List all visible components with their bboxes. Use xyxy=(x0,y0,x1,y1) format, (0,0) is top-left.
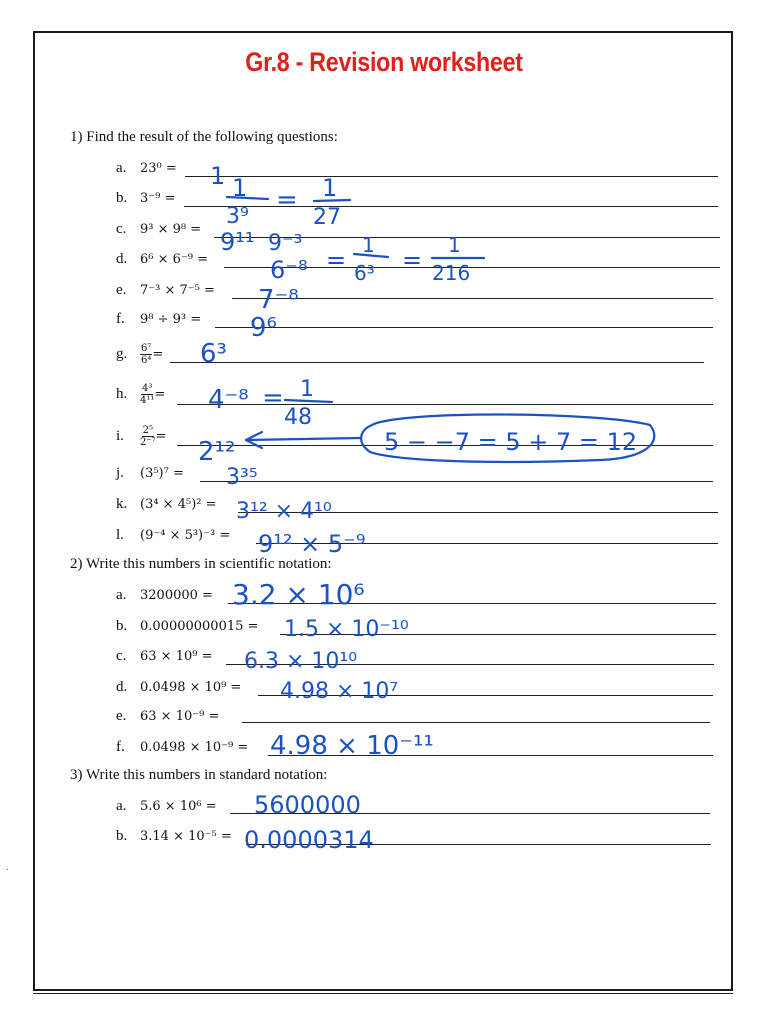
question-1e: e. 7⁻³ × 7⁻⁵ = xyxy=(116,282,215,298)
answer-1d-eq2: = xyxy=(402,246,423,274)
question-1a: a. 23⁰ = xyxy=(116,160,177,176)
answer-1i-note: 5 − −7 = 5 + 7 = 12 xyxy=(384,428,638,456)
answer-1c: 9¹¹ xyxy=(220,228,255,256)
answer-1a: 1 xyxy=(210,162,226,190)
answer-1g: 6³ xyxy=(200,339,227,369)
question-1b: b. 3⁻⁹ = xyxy=(116,190,176,206)
answer-1b-num2: 1 xyxy=(322,174,338,202)
answer-2b: 1.5 × 10⁻¹⁰ xyxy=(284,617,409,642)
answer-1h-den: 48 xyxy=(284,405,312,430)
answer-1h-num: 1 xyxy=(300,377,314,402)
section-3-heading: 3) Write this numbers in standard notation: xyxy=(70,767,328,783)
answer-1d-num2: 1 xyxy=(448,233,461,257)
question-1f: f. 9⁸ ÷ 9³ = xyxy=(116,311,202,327)
question-1j: j. (3⁵)⁷ = xyxy=(116,465,184,481)
answer-2f: 4.98 × 10⁻¹¹ xyxy=(270,731,434,761)
answer-1f: 9⁶ xyxy=(250,313,277,343)
answer-2a: 3.2 × 10⁶ xyxy=(232,578,365,611)
answer-1h: 4⁻⁸ xyxy=(208,385,249,415)
question-1g: g. $\frac{\text{6⁷}}{\text{6⁴}}$ = xyxy=(116,343,164,366)
question-2d: d. 0.0498 × 10⁹ = xyxy=(116,679,242,695)
question-1h: h. $\frac{\text{4³}}{\text{4¹¹}}$ = xyxy=(116,383,166,406)
answer-1d-den: 6³ xyxy=(354,261,375,285)
answer-1k: 3¹² × 4¹⁰ xyxy=(236,499,332,524)
answer-1d-den2: 216 xyxy=(432,261,471,285)
question-3a: a. 5.6 × 10⁶ = xyxy=(116,798,217,814)
question-1i: i. $\frac{\text{2⁵}}{\text{2⁻⁷}}$ = xyxy=(116,425,167,448)
section-1-heading: 1) Find the result of the following questions: xyxy=(70,129,338,145)
answer-1j: 3³⁵ xyxy=(226,465,258,490)
question-1k: k. (3⁴ × 4⁵)² = xyxy=(116,496,217,512)
answer-1i: 2¹² xyxy=(198,437,236,467)
answer-1e: 7⁻⁸ xyxy=(258,285,299,315)
answer-3b: 0.0000314 xyxy=(244,826,374,854)
answer-1d: 6⁻⁸ xyxy=(270,256,308,284)
answer-1d-eq: = xyxy=(326,246,347,274)
worksheet-title: Gr.8 - Revision worksheet xyxy=(245,47,523,77)
question-1l: l. (9⁻⁴ × 5³)⁻³ = xyxy=(116,527,231,543)
answer-2c: 6.3 × 10¹⁰ xyxy=(244,649,358,674)
question-2b: b. 0.00000000015 = xyxy=(116,618,259,634)
answer-2d: 4.98 × 10⁷ xyxy=(280,679,399,704)
question-2a: a. 3200000 = xyxy=(116,587,213,603)
arrow-stroke xyxy=(246,432,360,448)
answer-1c-note: 9⁻³ xyxy=(268,231,303,256)
question-3b: b. 3.14 × 10⁻⁵ = xyxy=(116,828,232,844)
question-2f: f. 0.0498 × 10⁻⁹ = xyxy=(116,739,249,755)
question-2c: c. 63 × 10⁹ = xyxy=(116,648,213,664)
answer-3a: 5600000 xyxy=(254,791,361,819)
answer-1b-eq: = xyxy=(276,185,298,215)
answer-1b-den: 3⁹ xyxy=(226,204,249,229)
answer-1b-den2: 27 xyxy=(313,205,341,230)
answer-1d-num: 1 xyxy=(362,233,375,257)
question-2e: e. 63 × 10⁻⁹ = xyxy=(116,708,220,724)
answer-1b-num: 1 xyxy=(232,174,248,202)
answer-1h-eq: = xyxy=(262,383,284,413)
stray-mark: . xyxy=(6,862,9,873)
question-1d: d. 6⁶ × 6⁻⁹ = xyxy=(116,251,209,267)
section-2-heading: 2) Write this numbers in scientific notation: xyxy=(70,556,332,572)
question-1c: c. 9³ × 9⁸ = xyxy=(116,221,202,237)
answer-1l: 9¹² × 5⁻⁹ xyxy=(258,530,366,558)
